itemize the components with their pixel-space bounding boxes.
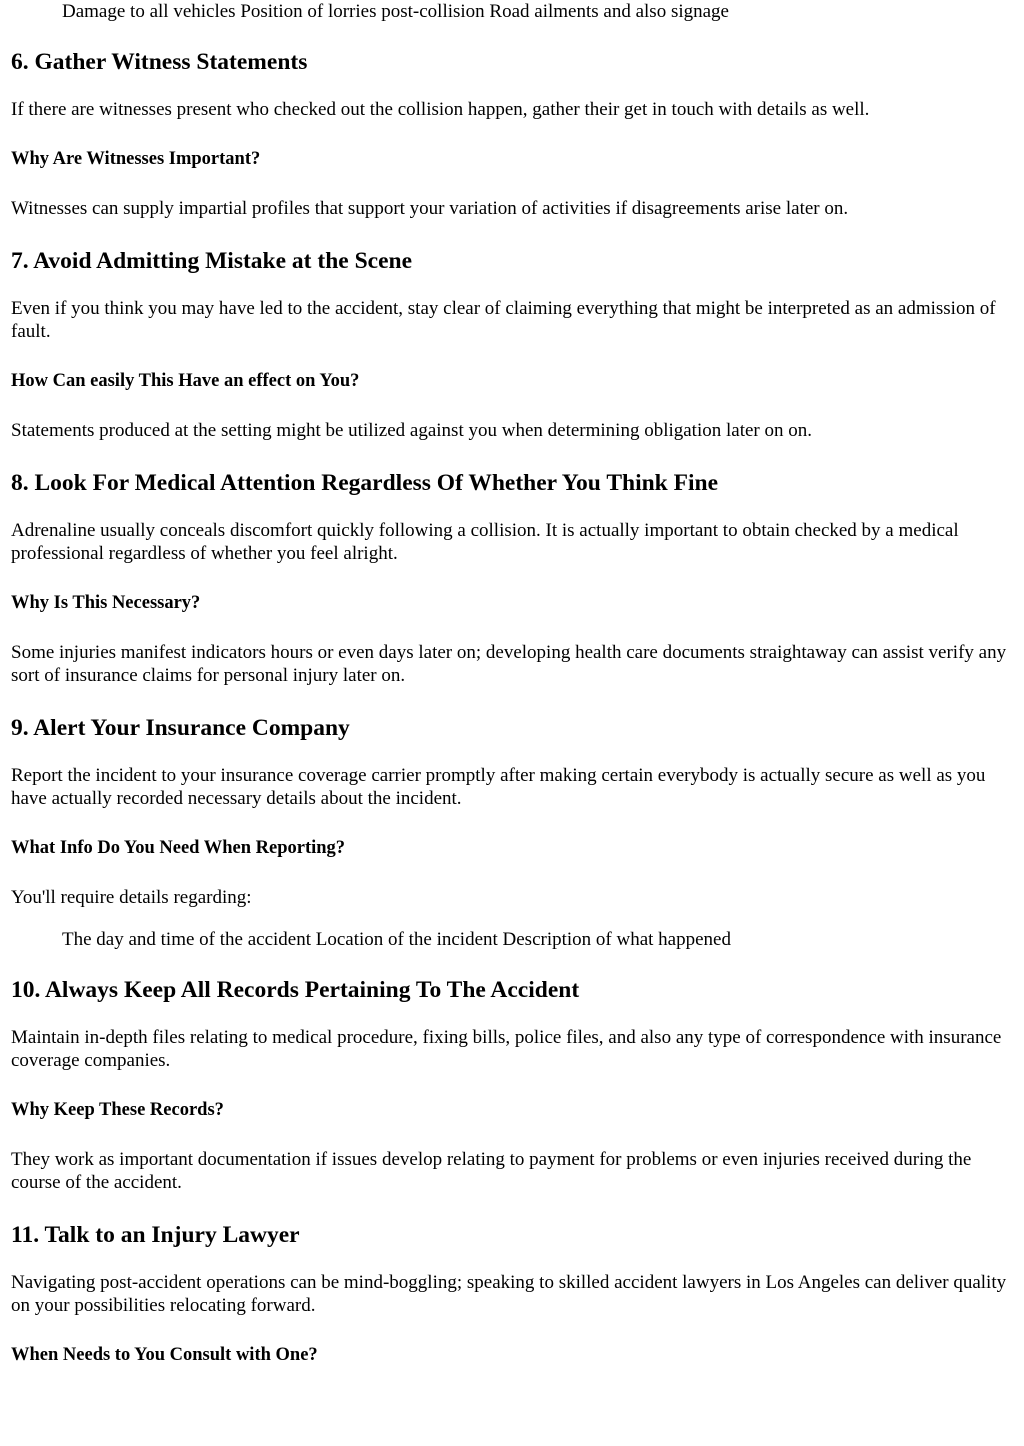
- subheading-9: What Info Do You Need When Reporting?: [11, 838, 346, 858]
- subheading-6: Why Are Witnesses Important?: [11, 149, 261, 169]
- subparagraph-9: You'll require details regarding:: [11, 887, 252, 908]
- section-heading-9: 9. Alert Your Insurance Company: [11, 715, 350, 741]
- section-heading-10: 10. Always Keep All Records Pertaining To The Accident: [11, 977, 580, 1003]
- section-heading-8: 8. Look For Medical Attention Regardless Of Whether You Think Fine: [11, 470, 718, 496]
- section-paragraph-6: If there are witnesses present who checked out the collision happen, gather their get in touch with details as well.: [11, 99, 870, 120]
- subparagraph-6: Witnesses can supply impartial profiles that support your variation of activities if disagreements arise later on.: [11, 198, 849, 219]
- blockquote-list: Damage to all vehicles Position of lorries post-collision Road ailments and also signage: [62, 1, 729, 22]
- section-paragraph-10: Maintain in-depth files relating to medical procedure, fixing bills, police files, and also any type of correspondence with insurance coverage companies.: [11, 1027, 1002, 1071]
- blockquote-list: The day and time of the accident Location of the incident Description of what happened: [62, 929, 731, 950]
- subparagraph-10: They work as important documentation if issues develop relating to payment for problems or even injuries received during the course of the accident.: [11, 1149, 972, 1193]
- subparagraph-8: Some injuries manifest indicators hours or even days later on; developing health care documents straightaway can assist verify any sort of insurance claims for personal injury later on.: [11, 642, 1007, 686]
- section-heading-11: 11. Talk to an Injury Lawyer: [11, 1222, 300, 1248]
- subheading-8: Why Is This Necessary?: [11, 593, 201, 613]
- section-paragraph-9: Report the incident to your insurance coverage carrier promptly after making certain everybody is actually secure as well as you have actually recorded necessary details about the incident.: [11, 765, 986, 809]
- subparagraph-7: Statements produced at the setting might be utilized against you when determining obligation later on on.: [11, 420, 812, 441]
- section-paragraph-8: Adrenaline usually conceals discomfort quickly following a collision. It is actually important to obtain checked by a medical professional regardless of whether you feel alright.: [11, 520, 959, 564]
- subheading-10: Why Keep These Records?: [11, 1100, 224, 1120]
- section-paragraph-7: Even if you think you may have led to the accident, stay clear of claiming everything that might be interpreted as an admission of fault.: [11, 298, 996, 342]
- subheading-7: How Can easily This Have an effect on You?: [11, 371, 360, 391]
- document-page: [11, 0, 1014, 1366]
- subheading-11: When Needs to You Consult with One?: [11, 1345, 318, 1365]
- section-paragraph-11: Navigating post-accident operations can be mind-boggling; speaking to skilled accident lawyers in Los Angeles can deliver quality on your possibilities relocating forward.: [11, 1272, 1007, 1316]
- section-heading-7: 7. Avoid Admitting Mistake at the Scene: [11, 248, 413, 274]
- section-heading-6: 6. Gather Witness Statements: [11, 49, 308, 75]
